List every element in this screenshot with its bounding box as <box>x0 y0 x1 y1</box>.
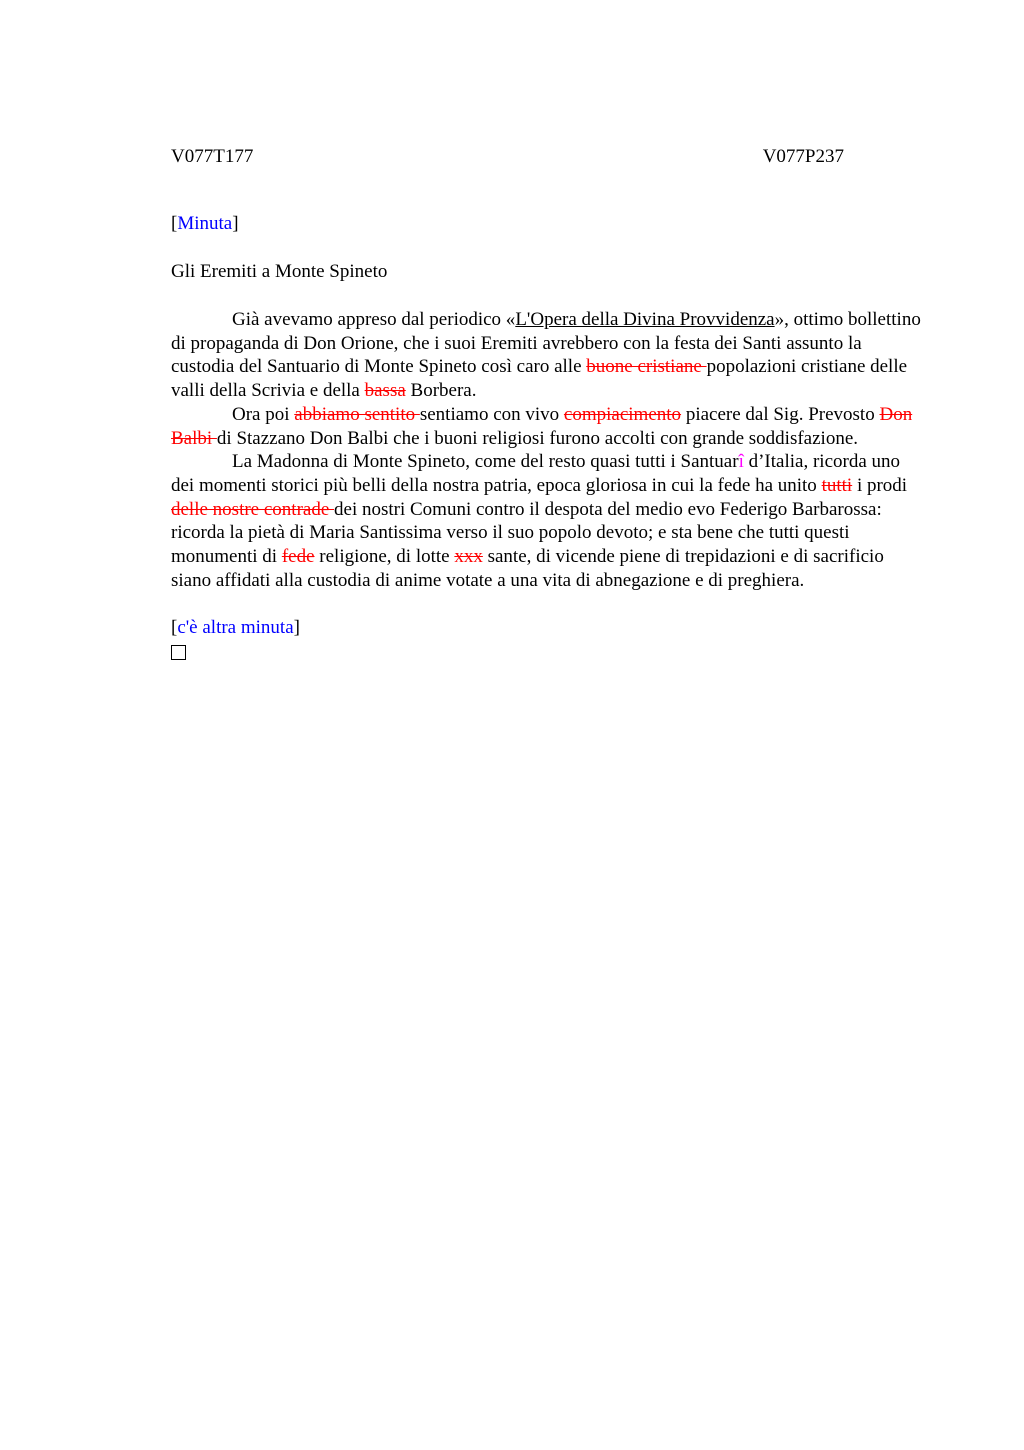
document-page <box>171 140 923 666</box>
text-run: piacere dal Sig. Prevosto <box>681 403 880 425</box>
deleted-text: buone cristiane <box>586 356 707 378</box>
note-text: c'è altra minuta <box>177 617 294 639</box>
text-run: religione, di lotte <box>314 546 455 568</box>
paragraph-3 <box>171 450 923 592</box>
end-marker <box>171 640 923 666</box>
empty-square-icon <box>171 645 186 660</box>
text-run: sante, di vicende piene di trepidazioni e di sacrificio siano affidati alla custodia di anime votate a una vita di abnegazione e di preghiera. <box>171 546 884 591</box>
deleted-text: bassa <box>364 380 406 402</box>
bracket-close: ] <box>232 213 239 234</box>
deleted-text: delle nostre contrade <box>171 498 335 520</box>
text-run: Ora poi <box>232 403 295 425</box>
text-run: Borbera. <box>405 380 477 402</box>
deleted-text: compiacimento <box>563 403 682 425</box>
text-run: d’Italia, ricorda uno dei momenti storici più belli della nostra patria, epoca gloriosa in cui la fede ha unito <box>171 451 901 496</box>
editorial-note-minuta <box>171 212 923 236</box>
bracket-open: [ <box>171 617 178 639</box>
corrected-letter: î <box>738 451 744 473</box>
paragraph-2 <box>171 403 923 450</box>
text-run: La Madonna di Monte Spineto, come del resto quasi tutti i Santuar <box>232 451 739 473</box>
deleted-text: abbiamo sentito <box>294 403 420 425</box>
text-run: popolazioni cristiane delle valli della Scrivia e della <box>171 356 908 402</box>
paragraph-1 <box>171 308 923 403</box>
document-header <box>171 140 923 174</box>
page-code: V077P237 <box>762 146 844 167</box>
text-run: dei nostri Comuni contro il despota del medio evo Federigo Barbarossa: ricorda la pietà di Maria Santissima verso il suo popolo devoto; e sta bene che tutti questi monumenti di <box>171 498 882 568</box>
text-run: Già avevamo appreso dal periodico « <box>232 309 516 330</box>
deleted-text: xxx <box>454 546 483 568</box>
deleted-text: tutti <box>821 474 853 496</box>
bracket-close: ] <box>293 617 300 639</box>
text-run: di Stazzano Don Balbi che i buoni religiosi furono accolti con grande soddisfazione. <box>216 427 858 449</box>
document-title: Gli Eremiti a Monte Spineto <box>171 261 388 282</box>
periodical-title: L'Opera della Divina Provvidenza <box>515 309 775 330</box>
editorial-note-altra-minuta <box>171 616 923 640</box>
text-run: sentiamo con vivo <box>419 403 564 425</box>
document-code: V077T177 <box>171 146 254 167</box>
note-text: Minuta <box>177 213 233 234</box>
text-run: i prodi <box>852 474 908 496</box>
deleted-text: Don Balbi <box>171 403 913 449</box>
deleted-text: fede <box>281 546 315 568</box>
bracket-open: [ <box>171 213 178 234</box>
text-run: », ottimo bollettino di propaganda di Don Orione, che i suoi Eremiti avrebbero con la festa dei Santi assunto la custodia del Santuario di Monte Spineto così caro alle <box>171 309 921 378</box>
